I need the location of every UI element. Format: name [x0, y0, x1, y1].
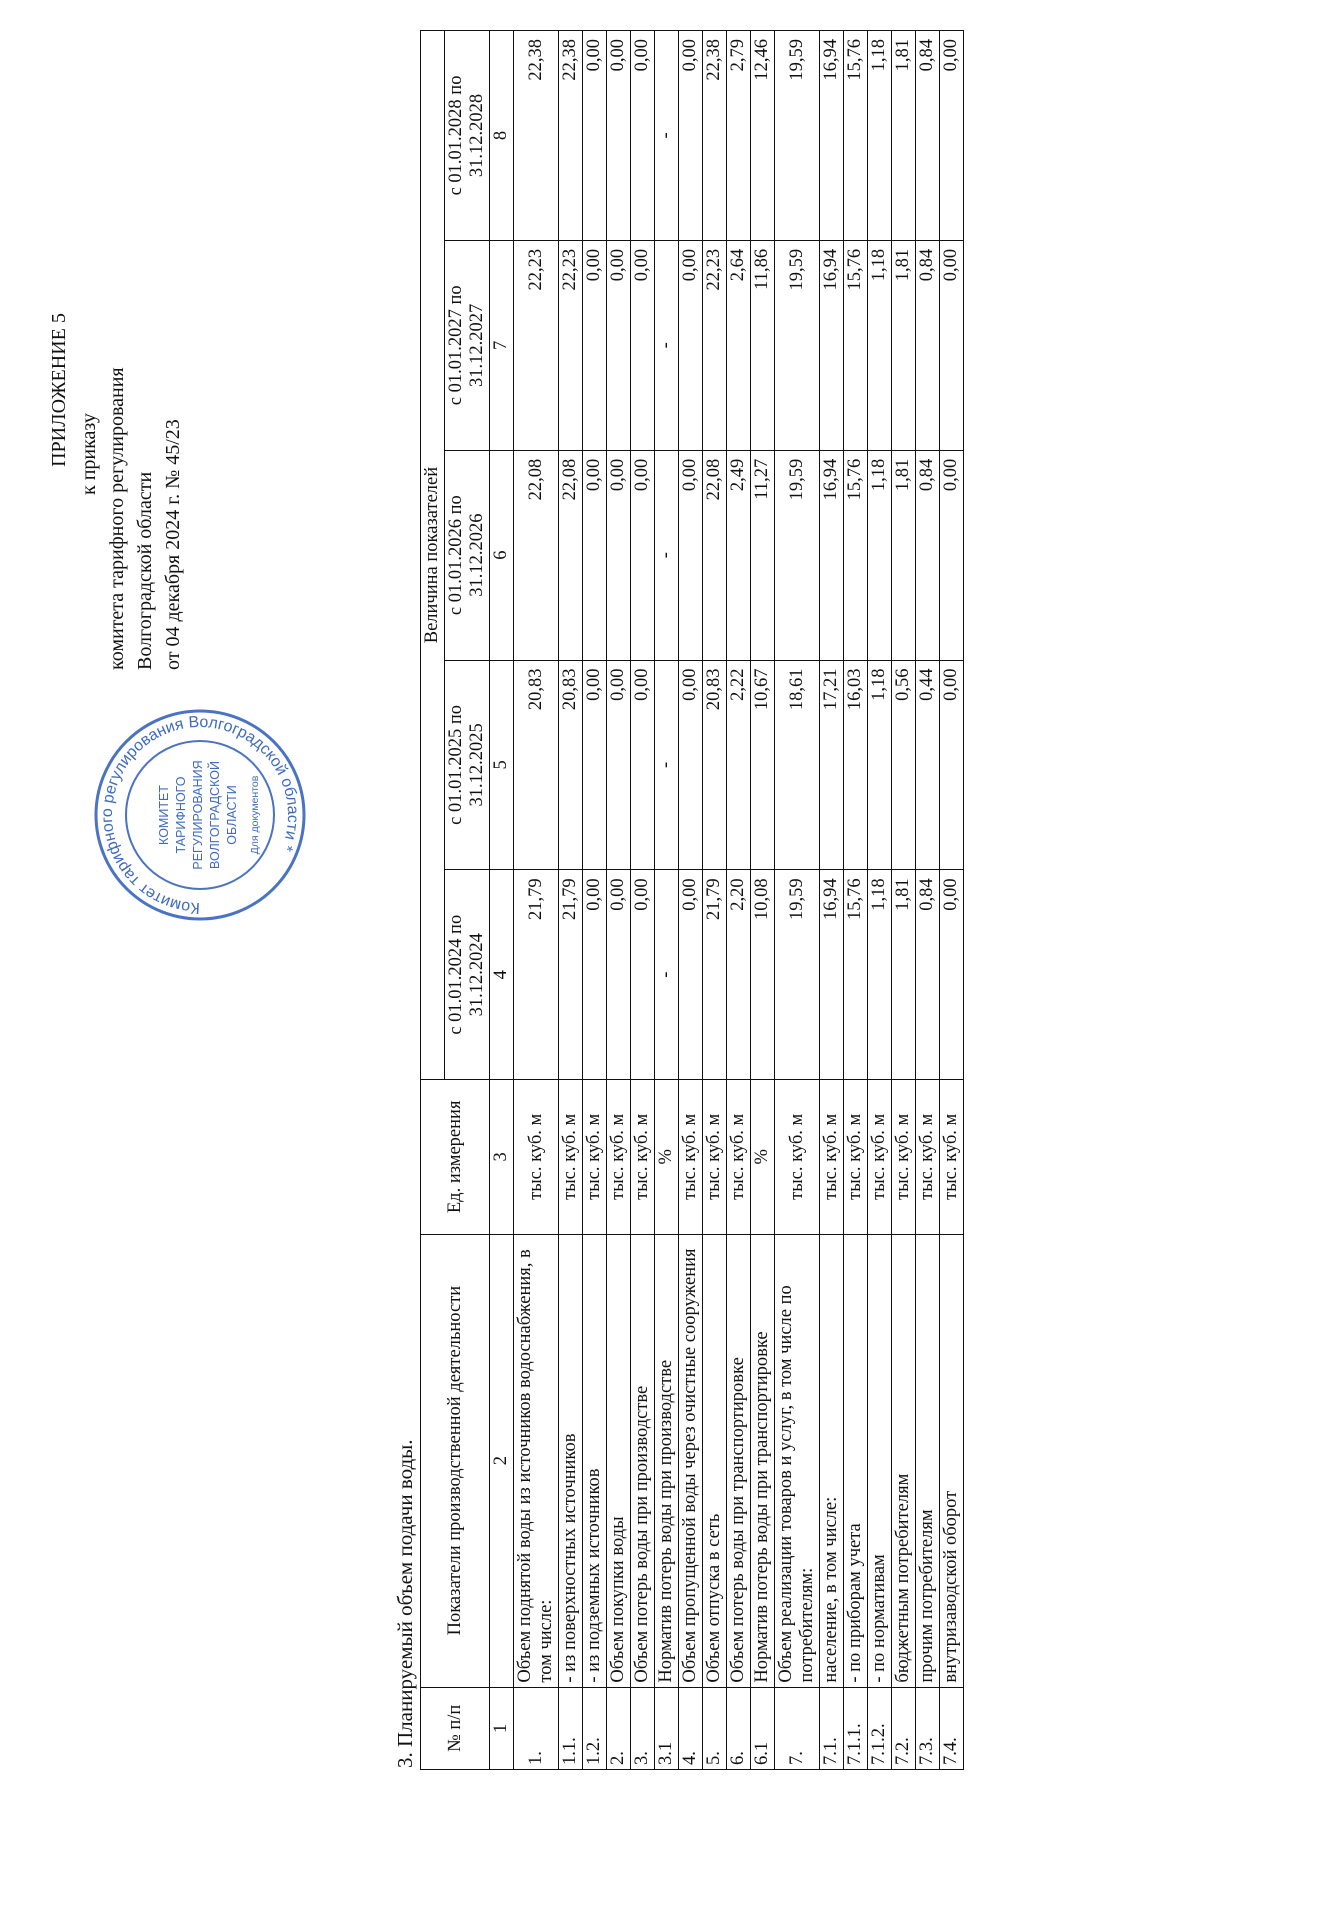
- col-header-value-group: Величина показателей: [421, 31, 445, 1080]
- unit-cell: тыс. куб. м: [631, 1080, 655, 1234]
- table-row: [868, 31, 892, 1770]
- value-cell: 1,18: [868, 660, 892, 870]
- unit-cell: тыс. куб. м: [892, 1080, 916, 1234]
- value-cell: 0,00: [631, 31, 655, 241]
- table-row: [631, 31, 655, 1770]
- table-body: [514, 31, 964, 1770]
- value-cell: 0,00: [679, 450, 703, 660]
- value-cell: 0,00: [940, 240, 964, 450]
- value-cell: 0,00: [583, 870, 607, 1080]
- indicator-name: Объем пропущенной воды через очистные сооружения: [679, 1234, 703, 1687]
- indicator-name: Объем потерь воды при транспортировке: [727, 1234, 751, 1687]
- indicator-name: - по приборам учета: [844, 1234, 868, 1687]
- value-cell: 17,21: [820, 660, 844, 870]
- order-ref-line: к приказу: [78, 413, 100, 495]
- row-number: 2.: [607, 1687, 631, 1769]
- column-index: 6: [490, 450, 514, 660]
- value-cell: 12,46: [751, 31, 775, 241]
- row-number: 7.1.1.: [844, 1687, 868, 1769]
- row-number: 6.: [727, 1687, 751, 1769]
- indicator-name: Объем реализации товаров и услуг, в том числе по потребителям:: [775, 1234, 820, 1687]
- value-cell: 0,84: [916, 870, 940, 1080]
- col-header-period-2028: с 01.01.2028 по 31.12.2028: [445, 31, 490, 241]
- value-cell: 0,00: [940, 660, 964, 870]
- value-cell: 2,20: [727, 870, 751, 1080]
- table-row: [727, 31, 751, 1770]
- value-cell: 11,86: [751, 240, 775, 450]
- value-cell: 22,08: [703, 450, 727, 660]
- indicator-name: внутризаводской оборот: [940, 1234, 964, 1687]
- value-cell: -: [655, 870, 679, 1080]
- value-cell: 0,00: [940, 31, 964, 241]
- svg-text:Комитет тарифного регулировани: Комитет тарифного регулирования Волгоградской области *: [98, 713, 302, 917]
- official-seal: [90, 705, 310, 925]
- table-row: [844, 31, 868, 1770]
- table-row: [607, 31, 631, 1770]
- table-row: [775, 31, 820, 1770]
- value-cell: 22,23: [559, 240, 583, 450]
- value-cell: 1,18: [868, 31, 892, 241]
- value-cell: 2,49: [727, 450, 751, 660]
- row-number: 7.1.2.: [868, 1687, 892, 1769]
- column-index-row: [490, 31, 514, 1770]
- col-header-indicator: Показатели производственной деятельности: [421, 1234, 490, 1687]
- value-cell: 0,00: [583, 450, 607, 660]
- seal-graphic: [90, 705, 310, 925]
- unit-cell: тыс. куб. м: [703, 1080, 727, 1234]
- indicator-name: прочим потребителям: [916, 1234, 940, 1687]
- indicator-name: Объем поднятой воды из источников водоснабжения, в том числе:: [514, 1234, 559, 1687]
- indicator-name: Объем отпуска в сеть: [703, 1234, 727, 1687]
- value-cell: 15,76: [844, 450, 868, 660]
- row-number: 7.: [775, 1687, 820, 1769]
- value-cell: 16,94: [820, 870, 844, 1080]
- table-row: [583, 31, 607, 1770]
- col-header-period-2024: с 01.01.2024 по 31.12.2024: [445, 870, 490, 1080]
- column-index: 1: [490, 1687, 514, 1769]
- value-cell: 16,94: [820, 450, 844, 660]
- unit-cell: тыс. куб. м: [727, 1080, 751, 1234]
- value-cell: 0,00: [940, 450, 964, 660]
- unit-cell: %: [751, 1080, 775, 1234]
- col-header-period-2027: с 01.01.2027 по 31.12.2027: [445, 240, 490, 450]
- table-row: [916, 31, 940, 1770]
- value-cell: -: [655, 450, 679, 660]
- value-cell: 1,81: [892, 31, 916, 241]
- value-cell: 0,84: [916, 240, 940, 450]
- value-cell: 19,59: [775, 450, 820, 660]
- col-header-unit: Ед. измерения: [421, 1080, 490, 1234]
- row-number: 1.1.: [559, 1687, 583, 1769]
- row-number: 7.1.: [820, 1687, 844, 1769]
- value-cell: 21,79: [703, 870, 727, 1080]
- appendix-title: ПРИЛОЖЕНИЕ 5: [48, 313, 70, 467]
- value-cell: 1,81: [892, 870, 916, 1080]
- value-cell: 18,61: [775, 660, 820, 870]
- value-cell: 0,00: [679, 870, 703, 1080]
- unit-cell: тыс. куб. м: [820, 1080, 844, 1234]
- value-cell: 0,44: [916, 660, 940, 870]
- value-cell: 16,94: [820, 31, 844, 241]
- value-cell: 20,83: [514, 660, 559, 870]
- value-cell: 16,94: [820, 240, 844, 450]
- value-cell: 1,18: [868, 240, 892, 450]
- indicator-name: Норматив потерь воды при производстве: [655, 1234, 679, 1687]
- svg-text:РЕГУЛИРОВАНИЯ: РЕГУЛИРОВАНИЯ: [191, 760, 205, 870]
- col-header-period-2026: с 01.01.2026 по 31.12.2026: [445, 450, 490, 660]
- table-row: [655, 31, 679, 1770]
- row-number: 1.2.: [583, 1687, 607, 1769]
- value-cell: 0,00: [583, 660, 607, 870]
- unit-cell: тыс. куб. м: [775, 1080, 820, 1234]
- column-index: 2: [490, 1234, 514, 1687]
- value-cell: 22,38: [703, 31, 727, 241]
- col-header-period-2025: с 01.01.2025 по 31.12.2025: [445, 660, 490, 870]
- value-cell: 1,18: [868, 450, 892, 660]
- table-row: [892, 31, 916, 1770]
- row-number: 5.: [703, 1687, 727, 1769]
- value-cell: 20,83: [703, 660, 727, 870]
- column-index: 7: [490, 240, 514, 450]
- value-cell: 16,03: [844, 660, 868, 870]
- value-cell: 22,38: [559, 31, 583, 241]
- value-cell: 0,00: [607, 870, 631, 1080]
- indicator-name: - по нормативам: [868, 1234, 892, 1687]
- value-cell: 1,18: [868, 870, 892, 1080]
- value-cell: 22,23: [514, 240, 559, 450]
- indicator-name: - из подземных источников: [583, 1234, 607, 1687]
- value-cell: 1,81: [892, 240, 916, 450]
- value-cell: 0,00: [607, 31, 631, 241]
- value-cell: -: [655, 31, 679, 241]
- value-cell: 0,00: [631, 660, 655, 870]
- value-cell: 15,76: [844, 240, 868, 450]
- value-cell: 15,76: [844, 870, 868, 1080]
- value-cell: 0,00: [631, 240, 655, 450]
- value-cell: 2,64: [727, 240, 751, 450]
- value-cell: -: [655, 660, 679, 870]
- value-cell: 22,23: [703, 240, 727, 450]
- unit-cell: тыс. куб. м: [514, 1080, 559, 1234]
- value-cell: 19,59: [775, 240, 820, 450]
- row-number: 3.1: [655, 1687, 679, 1769]
- row-number: 7.3.: [916, 1687, 940, 1769]
- value-cell: 0,00: [607, 660, 631, 870]
- water-volume-table: [420, 30, 964, 1770]
- table-row: [559, 31, 583, 1770]
- value-cell: 0,00: [583, 31, 607, 241]
- table-row: [940, 31, 964, 1770]
- indicator-name: население, в том числе:: [820, 1234, 844, 1687]
- value-cell: 2,79: [727, 31, 751, 241]
- row-number: 1.: [514, 1687, 559, 1769]
- unit-cell: тыс. куб. м: [607, 1080, 631, 1234]
- value-cell: 0,00: [679, 240, 703, 450]
- table-row: [703, 31, 727, 1770]
- value-cell: 0,00: [631, 870, 655, 1080]
- column-index: 4: [490, 870, 514, 1080]
- svg-text:КОМИТЕТ: КОМИТЕТ: [157, 785, 171, 845]
- appendix-header: [45, 150, 187, 670]
- value-cell: 0,00: [679, 31, 703, 241]
- water-volume-table-container: [420, 30, 964, 1770]
- value-cell: 22,08: [514, 450, 559, 660]
- unit-cell: тыс. куб. м: [916, 1080, 940, 1234]
- unit-cell: тыс. куб. м: [559, 1080, 583, 1234]
- value-cell: 15,76: [844, 31, 868, 241]
- unit-cell: %: [655, 1080, 679, 1234]
- value-cell: 22,08: [559, 450, 583, 660]
- table-row: [820, 31, 844, 1770]
- order-date-line: от 04 декабря 2024 г. № 45/23: [162, 419, 184, 670]
- value-cell: 0,84: [916, 31, 940, 241]
- header-row-1: [421, 31, 445, 1770]
- col-header-num: № п/п: [421, 1687, 490, 1769]
- indicator-name: Объем покупки воды: [607, 1234, 631, 1687]
- column-index: 3: [490, 1080, 514, 1234]
- committee-line: комитета тарифного регулирования: [106, 367, 128, 670]
- value-cell: 0,00: [583, 240, 607, 450]
- table-row: [514, 31, 559, 1770]
- value-cell: 19,59: [775, 870, 820, 1080]
- indicator-name: Норматив потерь воды при транспортировке: [751, 1234, 775, 1687]
- row-number: 4.: [679, 1687, 703, 1769]
- unit-cell: тыс. куб. м: [679, 1080, 703, 1234]
- table-row: [751, 31, 775, 1770]
- value-cell: 0,00: [631, 450, 655, 660]
- indicator-name: Объем потерь воды при производстве: [631, 1234, 655, 1687]
- unit-cell: тыс. куб. м: [868, 1080, 892, 1234]
- value-cell: 0,84: [916, 450, 940, 660]
- column-index: 5: [490, 660, 514, 870]
- value-cell: 0,00: [679, 660, 703, 870]
- region-line: Волгоградской области: [134, 471, 156, 670]
- svg-text:Для документов: Для документов: [249, 775, 261, 855]
- unit-cell: тыс. куб. м: [940, 1080, 964, 1234]
- section-title: 3. Планируемый объем подачи воды.: [393, 1439, 417, 1768]
- value-cell: 21,79: [559, 870, 583, 1080]
- value-cell: 10,08: [751, 870, 775, 1080]
- value-cell: 0,56: [892, 660, 916, 870]
- value-cell: 0,00: [607, 240, 631, 450]
- svg-text:ТАРИФНОГО: ТАРИФНОГО: [174, 776, 188, 854]
- svg-text:ОБЛАСТИ: ОБЛАСТИ: [225, 785, 239, 845]
- value-cell: 19,59: [775, 31, 820, 241]
- svg-text:ВОЛГОГРАДСКОЙ: ВОЛГОГРАДСКОЙ: [208, 761, 222, 869]
- value-cell: 10,67: [751, 660, 775, 870]
- indicator-name: - из поверхностных источников: [559, 1234, 583, 1687]
- value-cell: 22,38: [514, 31, 559, 241]
- value-cell: -: [655, 240, 679, 450]
- column-index: 8: [490, 31, 514, 241]
- value-cell: 1,81: [892, 450, 916, 660]
- row-number: 7.2.: [892, 1687, 916, 1769]
- value-cell: 20,83: [559, 660, 583, 870]
- value-cell: 21,79: [514, 870, 559, 1080]
- indicator-name: бюджетным потребителям: [892, 1234, 916, 1687]
- value-cell: 0,00: [607, 450, 631, 660]
- row-number: 3.: [631, 1687, 655, 1769]
- unit-cell: тыс. куб. м: [844, 1080, 868, 1234]
- value-cell: 2,22: [727, 660, 751, 870]
- unit-cell: тыс. куб. м: [583, 1080, 607, 1234]
- row-number: 6.1: [751, 1687, 775, 1769]
- value-cell: 0,00: [940, 870, 964, 1080]
- row-number: 7.4.: [940, 1687, 964, 1769]
- value-cell: 11,27: [751, 450, 775, 660]
- table-row: [679, 31, 703, 1770]
